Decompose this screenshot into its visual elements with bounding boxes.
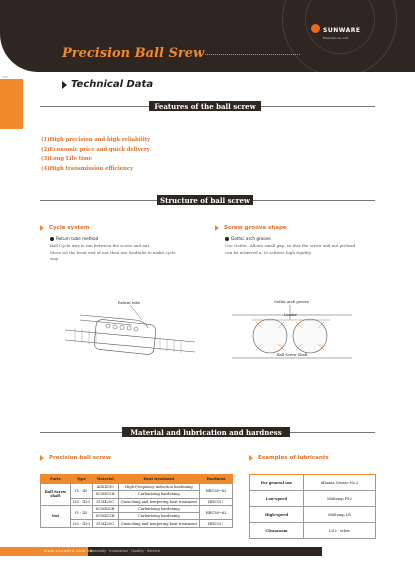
brand-logo [311,17,360,40]
material-cell: SUS420C [92,520,118,527]
table-row [250,507,376,523]
lubricants-table [249,474,376,539]
use-cell: Cleanroom [250,523,304,539]
table-row [250,523,376,539]
brand-name: SUNWARE [323,27,361,34]
precision-table [40,474,233,528]
lubricants-heading: Examples of lubricants [249,455,329,461]
brand-subtitle: Precision Co.,Ltd. [323,36,349,40]
triangle-icon [40,455,44,461]
material-cell: SCM415H [92,491,118,498]
page-title: Precision Ball Srew [62,46,205,61]
triangle-icon [62,81,67,89]
groove-description: Use Gothic, Allows small gap, so that the screw and nut preload can be achieved a, to achieve high rigidity. [225,243,356,255]
heat-cell: Carburizing hardening [118,513,199,520]
heat-cell: Quenching and tempering heat treatment [118,520,199,527]
material-cell: AISI4150 [92,484,118,491]
leader-label: Leader [284,313,297,317]
part-cell: Ball Screw shaft [41,484,71,506]
features-list [41,136,150,174]
heat-cell: High-Frequency induction hardening [118,484,199,491]
feature-item: (1)High precision and high reliability [41,137,151,143]
type-cell: I5 - II5 [70,505,92,520]
hardness-cell: HRC58~62 [200,484,233,499]
use-cell: Low-speed [250,491,304,507]
bullet-icon [225,237,229,241]
column-header: Material [92,475,118,484]
table-row [41,505,233,512]
gothic-groove-diagram [232,300,352,370]
footer-tagline: Specialty · Innovation · Quality · Service [90,549,161,553]
lubricant-cell: Albania Grease No.2 [304,475,376,491]
column-header: Heat treatment [118,475,199,484]
lubricant-cell: Multemp LR [304,507,376,523]
gothic-groove-label: Gothic arch groove [274,300,309,304]
page-number: 083 [2,75,8,79]
lubricant-cell: LG2 - other [304,523,376,539]
cycle-method: Return tube method [50,236,98,241]
footer-url: www.sunware.com.tw [44,549,93,553]
section-features-label: Features of the ball screw [149,101,261,111]
triangle-icon [215,225,219,231]
feature-item: (4)High transmission efficiency [41,165,133,172]
part-cell: Nut [41,505,71,527]
type-cell: I20 - II20 [70,520,92,527]
cycle-heading: Cycle system [40,225,90,231]
hardness-cell: HRC55↑ [200,520,233,527]
heat-cell: Carburizing hardening [118,491,199,498]
heat-cell: Carburizing hardening [118,505,199,512]
triangle-icon [40,225,44,231]
return-tube-label: Return tube [118,301,140,305]
precision-heading: Precision ball screw [40,455,111,461]
groove-method: Gothic arch groove [225,236,271,241]
feature-item: (2)Economic price and quick delivery [41,146,150,153]
lubricant-cell: Multemp PS2 [304,491,376,507]
section-structure-label: Structure of ball screw [157,195,253,205]
material-cell: SUS420C [92,498,118,505]
material-cell: SCM415H [92,513,118,520]
table-row [250,491,376,507]
triangle-icon [249,455,253,461]
section-title [62,79,153,90]
groove-heading: Screw groove shape [215,225,287,231]
feature-item: (3)Long Life time [41,156,92,162]
column-header: Hardness [200,475,233,484]
material-cell: SCM420H [92,505,118,512]
section-material-label: Material and lubrication and hardness [122,427,290,437]
ball-screw-shaft-label: Ball Screw Shaft [277,353,308,357]
type-cell: I20 - II20 [70,498,92,505]
hardness-cell: HRC58~62 [200,505,233,520]
column-header: Type [70,475,92,484]
use-cell: For general use [250,475,304,491]
logo-icon [311,24,320,33]
cycle-description: Ball Cycle way is run between the screw and nut. Move tol the front end of nut then use loadtube to make cycle way. [50,243,176,261]
hardness-cell: HRC55↑ [200,498,233,505]
side-tab [0,79,23,129]
table-row [250,475,376,491]
use-cell: High-speed [250,507,304,523]
type-cell: I5 - II5 [70,484,92,499]
page-header [0,0,415,72]
bullet-icon [50,237,54,241]
page-footer [0,547,415,556]
column-header: Parts [41,475,71,484]
title-divider [205,54,300,55]
table-header-row [41,475,233,484]
heat-cell: Quenching and tempering heat treatment [118,498,199,505]
table-row [41,484,233,491]
tech-title-text: Technical Data [71,79,154,90]
